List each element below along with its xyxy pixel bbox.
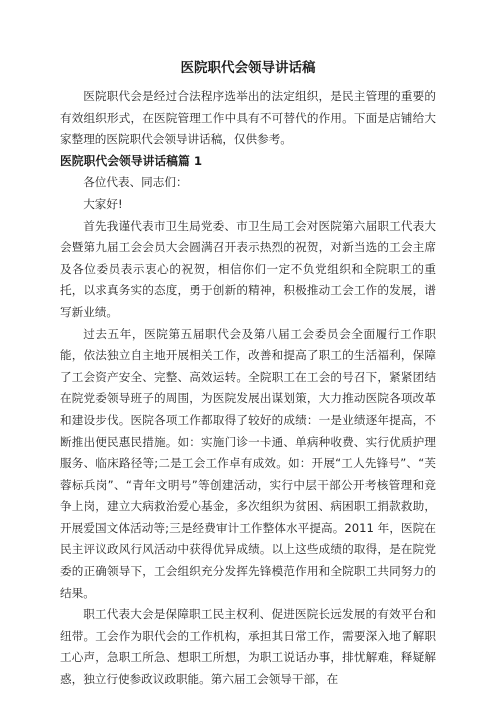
document-title: 医院职代会领导讲话稿 [180, 60, 316, 76]
body-paragraph-3: 职工代表大会是保障职工民主权利、促进医院长远发展的有效平台和纽带。工会作为职代会的工作机构，承担其日常工作，需要深入地了解职工心声，急职工所急、想职工所想，为职工说话办事，排忧解难，释疑解惑，独立行使参政议政职能。第六届工会领导干部，在 [60, 607, 436, 687]
intro-paragraph: 医院职代会是经过合法程序选举出的法定组织，是民主管理的重要的有效组织形式，在医院管理工作中具有不可替代的作用。下面是店铺给大家整理的医院职代会领导讲话稿，仅供参考。 [60, 89, 436, 147]
body-paragraph-2: 过去五年，医院第五届职代会及第八届工会委员会全面履行工作职能，依法独立自主地开展相关工作，改善和提高了职工的生活福利，保障了工会资产安全、完整、高效运转。全院职工在工会的号召下，紧紧团结在院党委领导班子的周围，为医院发展出谋划策，大力推动医院各项改革和建设步伐。医院各项工作都取得了较好的成绩：一是业绩逐年提高，不断推出便民惠民措施。如：实施门诊一卡通、单病种收费、实行优质护理服务、临床路径等;二是工会工作卓有成效。如：开展“工人先锋号”、“芙蓉标兵岗”、“青年文明号”等创建活动，实行中层干部公开考核管理和竞争上岗，建立大病救治爱心基金，多次组织为贫困、病困职工捐款救助，开展爱国文体活动等;三是经费审计工作整体水平提高。2011 年，医院在民主评议政风行风活动中获得优异成绩。以上这些成绩的取得，是在院党委的正确领导下，工会组织充分发挥先锋模范作用和全院职工共同努力的结果。 [60, 326, 436, 600]
salutation-line: 各位代表、同志们： [83, 175, 188, 190]
greeting-line: 大家好! [83, 196, 123, 211]
section-heading: 医院职代会领导讲话稿篇 1 [60, 153, 203, 168]
body-paragraph-1: 首先我谨代表市卫生局党委、市卫生局工会对医院第六届职工代表大会暨第九届工会会员大会圆满召开表示热烈的祝贺，对新当选的工会主席及各位委员表示衷心的祝贺，相信你们一定不负党组织和全院职工的重托，以求真务实的态度，勇于创新的精神，积极推动工会工作的发展，谱写新业绩。 [60, 218, 436, 319]
